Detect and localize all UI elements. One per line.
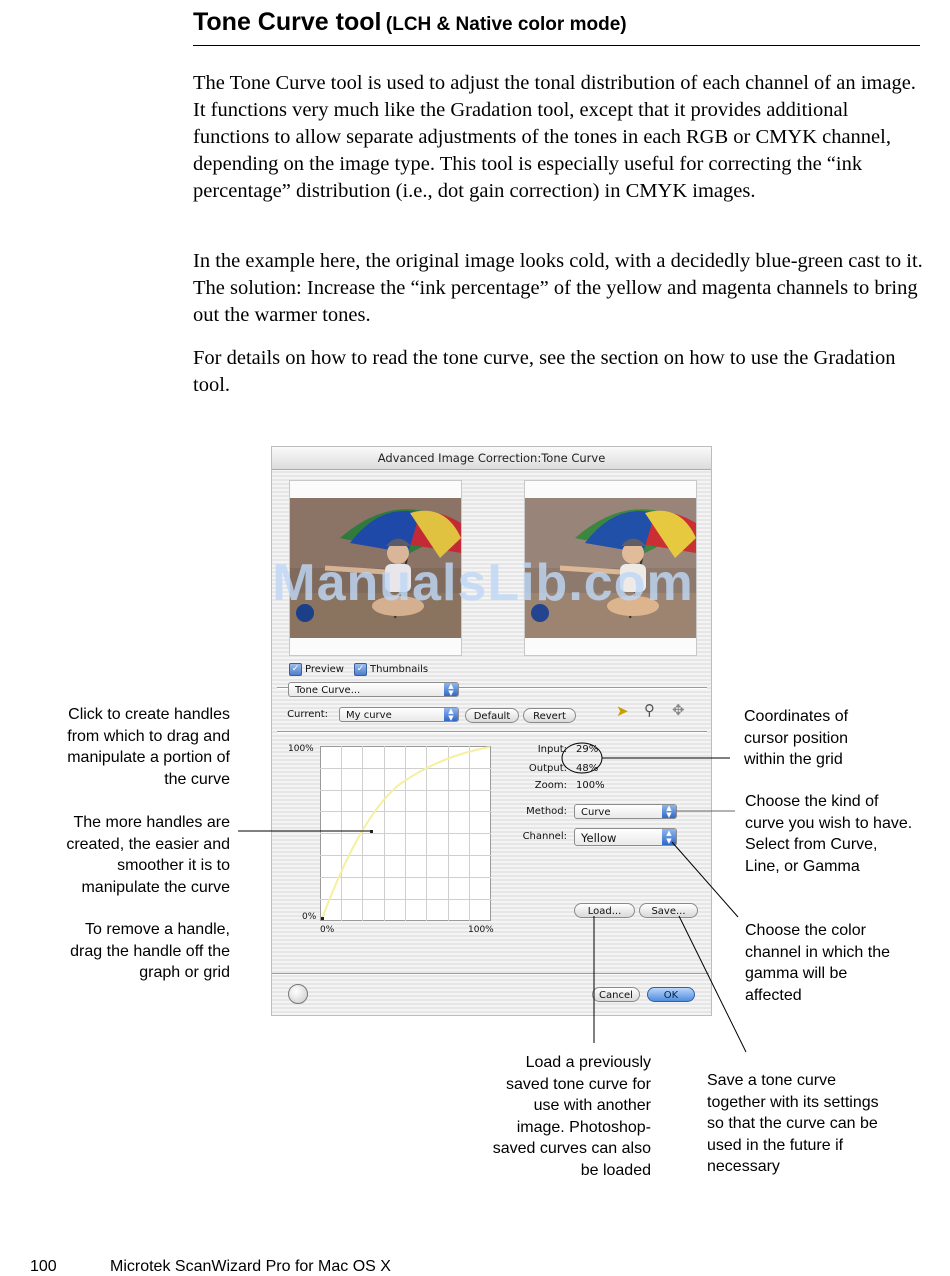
pointer-icon[interactable]: ➤ xyxy=(616,702,629,720)
tool-select-value: Tone Curve... xyxy=(295,685,361,696)
preview-label: Preview xyxy=(305,664,344,675)
checkmark-icon: ✓ xyxy=(289,663,302,676)
channel-select[interactable] xyxy=(574,828,677,846)
heading-sub: (LCH & Native color mode) xyxy=(385,14,627,35)
updown-arrows-icon: ▲ ▼ xyxy=(662,805,676,818)
callout-curve-kind: Choose the kind of curve you wish to have. Select from Curve, Line, or Gamma xyxy=(745,793,913,875)
cancel-button[interactable]: Cancel xyxy=(592,987,640,1002)
callout-more-handles: The more handles are created, the easier and smoother it is to manipulate the curve xyxy=(66,814,230,896)
current-curve-value: My curve xyxy=(346,710,392,721)
tool-select[interactable] xyxy=(288,682,459,697)
page-number: 100 xyxy=(30,1258,57,1275)
graph-x-min: 0% xyxy=(320,925,335,935)
save-button[interactable]: Save... xyxy=(639,903,698,918)
default-button[interactable]: Default xyxy=(465,708,519,723)
current-curve-select[interactable] xyxy=(339,707,459,722)
tone-curve-grid[interactable] xyxy=(320,746,491,921)
curve-handle[interactable] xyxy=(370,830,373,833)
tone-curve-dialog xyxy=(271,446,712,1016)
paragraph-details: For details on how to read the tone curve, see the section on how to use the Gradation tool. xyxy=(193,347,896,396)
updown-arrows-icon: ▲ ▼ xyxy=(444,683,458,696)
channel-label: Channel: xyxy=(522,831,567,842)
graph-y-min: 0% xyxy=(302,912,317,922)
input-label: Input: xyxy=(537,744,567,755)
graph-x-max: 100% xyxy=(468,925,494,935)
book-title: Microtek ScanWizard Pro for Mac OS X xyxy=(110,1258,391,1275)
section-heading xyxy=(193,8,920,46)
ok-button[interactable]: OK xyxy=(647,987,695,1002)
thumbnails-checkbox[interactable] xyxy=(354,663,428,676)
callout-remove-handle: To remove a handle, drag the handle off the graph or grid xyxy=(70,921,230,982)
thumbnails-label: Thumbnails xyxy=(370,664,429,675)
curve-handle[interactable] xyxy=(321,917,324,920)
heading-main: Tone Curve tool xyxy=(193,8,382,36)
paragraph-intro: The Tone Curve tool is used to adjust the tonal distribution of each channel of an image. It functions very much like the Gradation tool, except that it provides additional functions to allow separate adjustments of the tones in each RGB or CMYK channel, depending on the image type. This tool is especially useful for correcting the “ink percentage” distribution (i.e., dot gain correction) in CMYK images. xyxy=(193,72,916,202)
input-value: 29% xyxy=(576,744,599,755)
current-label: Current: xyxy=(287,709,328,720)
divider xyxy=(277,731,707,733)
help-button[interactable] xyxy=(288,984,308,1004)
callout-save-curve: Save a tone curve together with its settings so that the curve can be used in the future if necessary xyxy=(707,1072,879,1176)
output-label: Output: xyxy=(528,763,567,774)
callout-create-handles: Click to create handles from which to drag and manipulate a portion of the curve xyxy=(67,706,230,788)
load-button[interactable]: Load... xyxy=(574,903,635,918)
checkmark-icon: ✓ xyxy=(354,663,367,676)
watermark: ManualsLib.com xyxy=(272,554,694,612)
method-value: Curve xyxy=(581,807,611,818)
zoom-value: 100% xyxy=(576,780,605,791)
callout-color-channel: Choose the color channel in which the gamma will be affected xyxy=(745,922,890,1004)
updown-arrows-icon: ▲ ▼ xyxy=(444,708,458,721)
paragraph-example: In the example here, the original image looks cold, with a decidedly blue-green cast to it. The solution: Increase the “ink percentage” of the yellow and magenta channels to bring out the warmer tones. xyxy=(193,250,923,326)
magnifier-icon[interactable]: ⚲ xyxy=(644,701,655,719)
method-select[interactable] xyxy=(574,804,677,819)
output-value: 48% xyxy=(576,763,599,774)
graph-y-max: 100% xyxy=(288,744,314,754)
preview-checkbox[interactable] xyxy=(289,663,344,676)
tone-curve-graph[interactable] xyxy=(320,746,491,921)
dialog-title: Advanced Image Correction:Tone Curve xyxy=(272,447,711,470)
zoom-label: Zoom: xyxy=(534,780,567,791)
channel-value: Yellow xyxy=(581,831,617,845)
callout-load-curve: Load a previously saved tone curve for use with another image. Photoshop- saved curves can also be loaded xyxy=(492,1054,651,1179)
callout-coordinates: Coordinates of cursor position within the grid xyxy=(744,708,849,769)
method-label: Method: xyxy=(526,806,567,817)
move-icon[interactable]: ✥ xyxy=(672,701,685,719)
revert-button[interactable]: Revert xyxy=(523,708,576,723)
divider xyxy=(272,973,709,975)
updown-arrows-icon: ▲ ▼ xyxy=(662,829,676,845)
